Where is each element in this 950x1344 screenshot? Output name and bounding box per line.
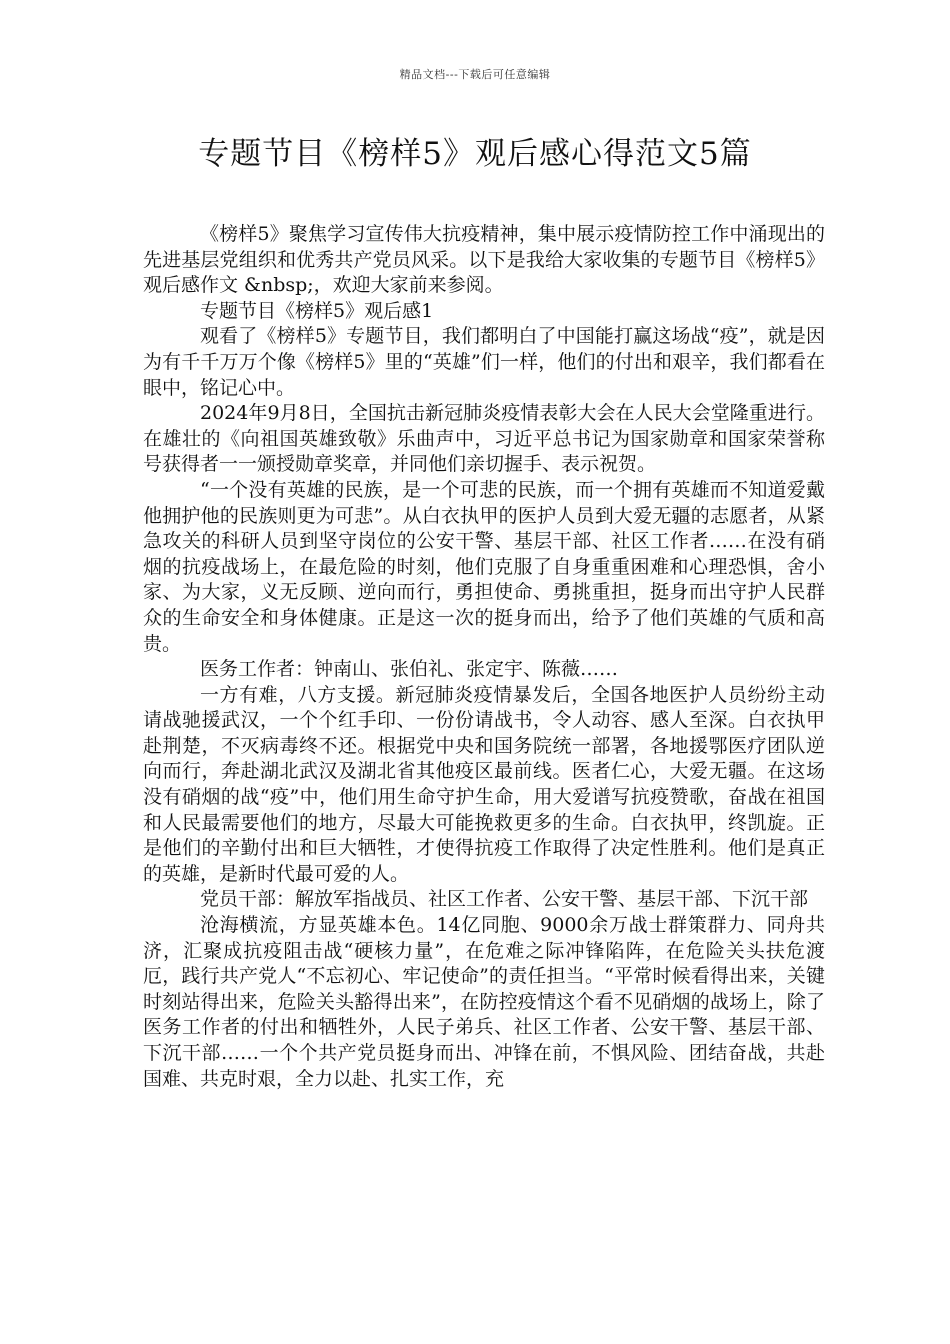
body-paragraph: “一个没有英雄的民族，是一个可悲的民族，而一个拥有英雄而不知道爱戴他拥护他的民族则更为可悲”。从白衣执甲的医护人员到大爱无疆的志愿者，从紧急攻关的科研人员到坚守岗位的公安干警、基层干部、社区工作者……在没有硝烟的抗疫战场上，在最危险的时刻，他们克服了自身重重困难和心理恐惧，舍小家、为大家，义无反顾、逆向而行，勇担使命、勇挑重担，挺身而出守护人民群众的生命安全和身体健康。正是这一次的挺身而出，给予了他们英雄的气质和高贵。 xyxy=(143,478,825,655)
document-title: 专题节目《榜样5》观后感心得范文5篇 xyxy=(198,136,752,172)
subheading-medical-workers: 医务工作者：钟南山、张伯礼、张定宇、陈薇…… xyxy=(200,658,619,681)
intro-paragraph: 《榜样5》聚焦学习宣传伟大抗疫精神，集中展示疫情防控工作中涌现出的先进基层党组织和优秀共产党员风采。以下是我给大家收集的专题节目《榜样5》观后感作文 &nbsp;，欢迎大家前来参阅。 xyxy=(143,223,825,297)
body-paragraph: 沧海横流，方显英雄本色。14亿同胞、9000余万战士群策群力、同舟共济，汇聚成抗疫阻击战“硬核力量”，在危难之际冲锋陷阵，在危险关头扶危渡厄，践行共产党人“不忘初心、牢记使命”的责任担当。“平常时候看得出来，关键时刻站得出来，危险关头豁得出来”，在防控疫情这个看不见硝烟的战场上，除了医务工作者的付出和牺牲外，人民子弟兵、社区工作者、公安干警、基层干部、下沉干部……一个个共产党员挺身而出、冲锋在前，不惧风险、团结奋战，共赴国难、共克时艰，全力以赴、扎实工作，充 xyxy=(143,914,825,1090)
subheading-party-cadres: 党员干部：解放军指战员、社区工作者、公安干警、基层干部、下沉干部 xyxy=(200,888,809,911)
page-header: 精品文档---下载后可任意编辑 xyxy=(399,68,551,81)
document-body xyxy=(143,222,825,1092)
section-heading: 专题节目《榜样5》观后感1 xyxy=(200,299,434,322)
body-paragraph: 一方有难，八方支援。新冠肺炎疫情暴发后，全国各地医护人员纷纷主动请战驰援武汉，一个个红手印、一份份请战书，令人动容、感人至深。白衣执甲赴荆楚，不灭病毒终不还。根据党中央和国务院统一部署，各地援鄂医疗团队逆向而行，奔赴湖北武汉及湖北省其他疫区最前线。医者仁心，大爱无疆。在这场没有硝烟的战“疫”中，他们用生命守护生命，用大爱谱写抗疫赞歌，奋战在祖国和人民最需要他们的地方，尽最大可能挽救更多的生命。白衣执甲，终凯旋。正是他们的辛勤付出和巨大牺牲，才使得抗疫工作取得了决定性胜利。他们是真正的英雄，是新时代最可爱的人。 xyxy=(143,683,825,885)
body-paragraph: 观看了《榜样5》专题节目，我们都明白了中国能打赢这场战“疫”，就是因为有千千万万个像《榜样5》里的“英雄”们一样，他们的付出和艰辛，我们都看在眼中，铭记心中。 xyxy=(143,325,825,399)
body-paragraph: 2024年9月8日，全国抗击新冠肺炎疫情表彰大会在人民大会堂隆重进行。在雄壮的《向祖国英雄致敬》乐曲声中，习近平总书记为国家勋章和国家荣誉称号获得者一一颁授勋章奖章，并同他们亲切握手、表示祝贺。 xyxy=(143,402,825,476)
